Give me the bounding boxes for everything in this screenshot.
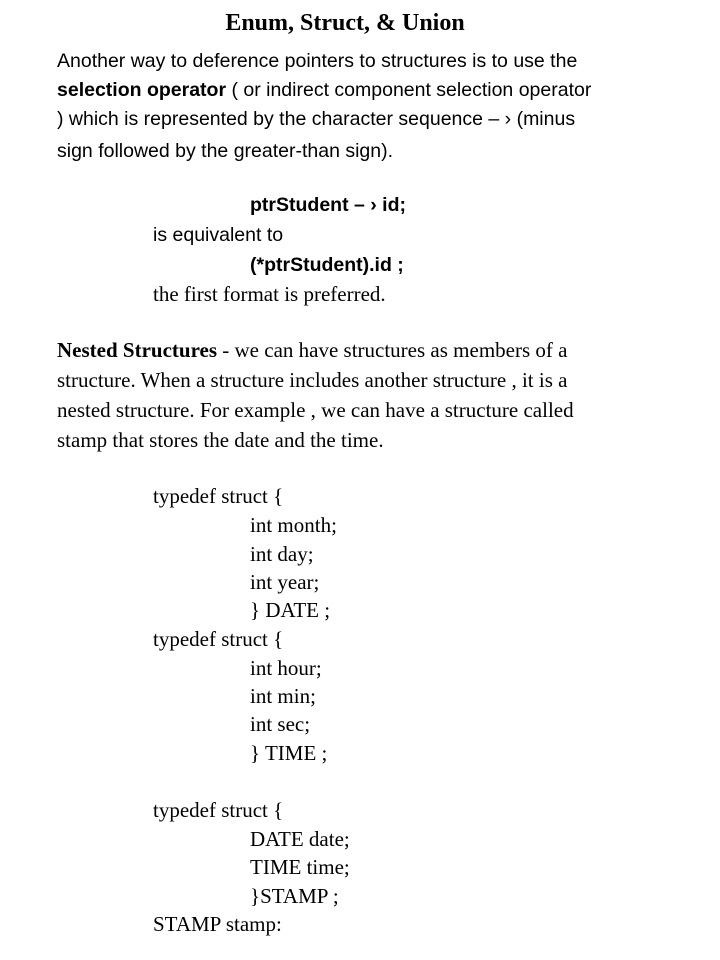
code-stamp-open: typedef struct { xyxy=(153,798,284,822)
intro-line-1: Another way to deference pointers to structures is to use the xyxy=(57,50,578,72)
code-date-year: int year; xyxy=(250,570,320,594)
nested-structures-heading: Nested Structures xyxy=(57,338,218,362)
code-stamp-time: TIME time; xyxy=(250,855,350,879)
example-code-arrow: ptrStudent – › id; xyxy=(250,194,406,216)
code-date-open: typedef struct { xyxy=(153,484,284,508)
code-time-hour: int hour; xyxy=(250,656,322,680)
code-stamp-date: DATE date; xyxy=(250,827,350,851)
page-title: Enum, Struct, & Union xyxy=(225,10,465,36)
example-note: the first format is preferred. xyxy=(153,282,386,306)
code-stamp-close: }STAMP ; xyxy=(250,884,339,908)
code-date-month: int month; xyxy=(250,513,337,537)
code-stamp-decl: STAMP stamp: xyxy=(153,912,282,936)
nested-line-1 xyxy=(57,337,567,363)
code-time-close: } TIME ; xyxy=(250,741,328,765)
intro-line-2-rest: ( or indirect component selection operator xyxy=(226,79,592,101)
code-time-sec: int sec; xyxy=(250,712,311,736)
code-date-close: } DATE ; xyxy=(250,598,331,622)
example-code-deref: (*ptrStudent).id ; xyxy=(250,254,404,276)
nested-line-4: stamp that stores the date and the time. xyxy=(57,428,384,452)
code-time-min: int min; xyxy=(250,684,316,708)
intro-line-2 xyxy=(57,77,591,103)
nested-line-3: nested structure. For example , we can have a structure called xyxy=(57,398,574,422)
code-date-day: int day; xyxy=(250,542,314,566)
intro-line-4: sign followed by the greater-than sign). xyxy=(57,140,394,162)
nested-line-1-rest: - we can have structures as members of a xyxy=(217,338,568,362)
example-equivalent-label: is equivalent to xyxy=(153,224,284,246)
code-time-open: typedef struct { xyxy=(153,627,284,651)
selection-operator-term: selection operator xyxy=(57,79,227,101)
nested-line-2: structure. When a structure includes another structure , it is a xyxy=(57,368,568,392)
intro-line-3: ) which is represented by the character sequence – › (minus xyxy=(57,108,576,130)
